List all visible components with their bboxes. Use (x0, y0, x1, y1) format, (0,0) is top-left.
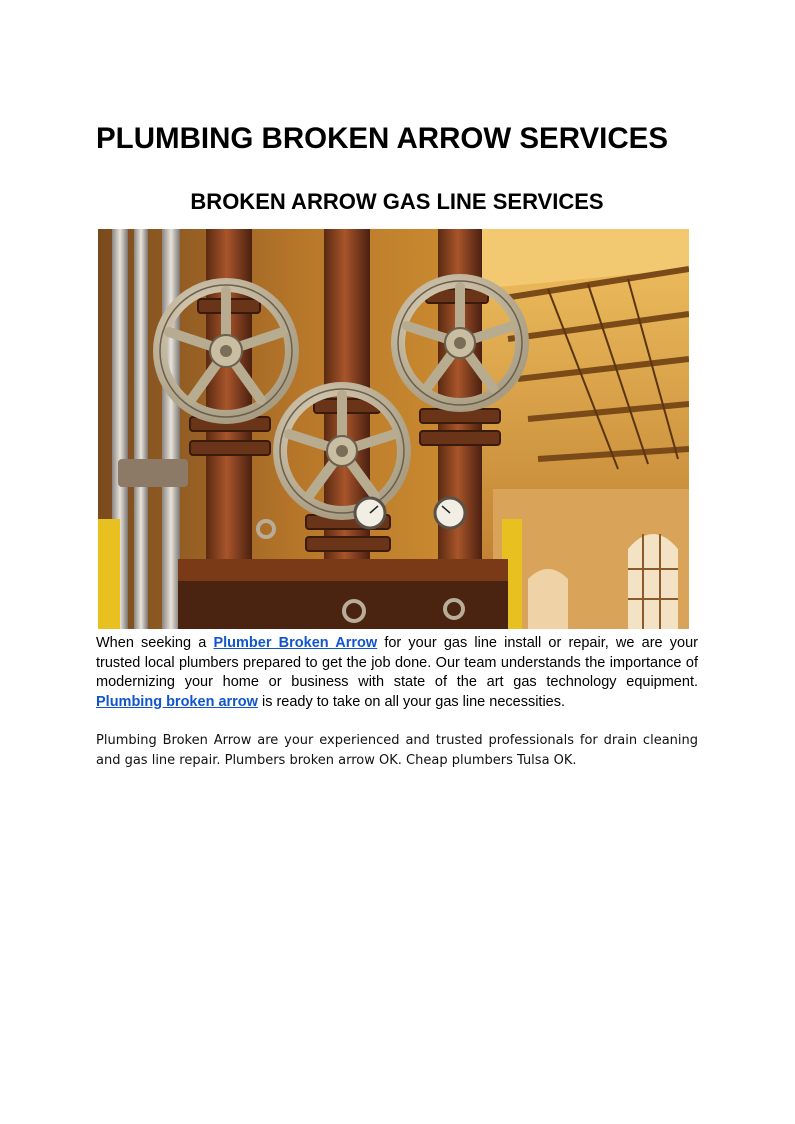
gas-valve-pipes-photo (98, 229, 689, 629)
intro-text-2: for your gas line install or repair, we are your trusted local plumbers prepared to get the job done. Our team understands the importance of modernizing your home or business with state of the art gas technology equipment. (96, 635, 698, 690)
plumber-broken-arrow-link[interactable]: Plumber Broken Arrow (213, 635, 378, 651)
section-heading: BROKEN ARROW GAS LINE SERVICES (190, 189, 604, 214)
intro-text-1: When seeking a (96, 635, 214, 651)
plumbing-broken-arrow-link[interactable]: Plumbing broken arrow (96, 693, 258, 710)
intro-paragraph (96, 634, 698, 712)
page-title: PLUMBING BROKEN ARROW SERVICES (96, 122, 669, 155)
intro-text-3: is ready to take on all your gas line necessities. (257, 693, 566, 710)
summary-paragraph: Plumbing Broken Arrow are your experienced and trusted professionals for drain cleaning and gas line repair. Plumbers broken arrow OK. Cheap plumbers Tulsa OK. (96, 733, 698, 768)
